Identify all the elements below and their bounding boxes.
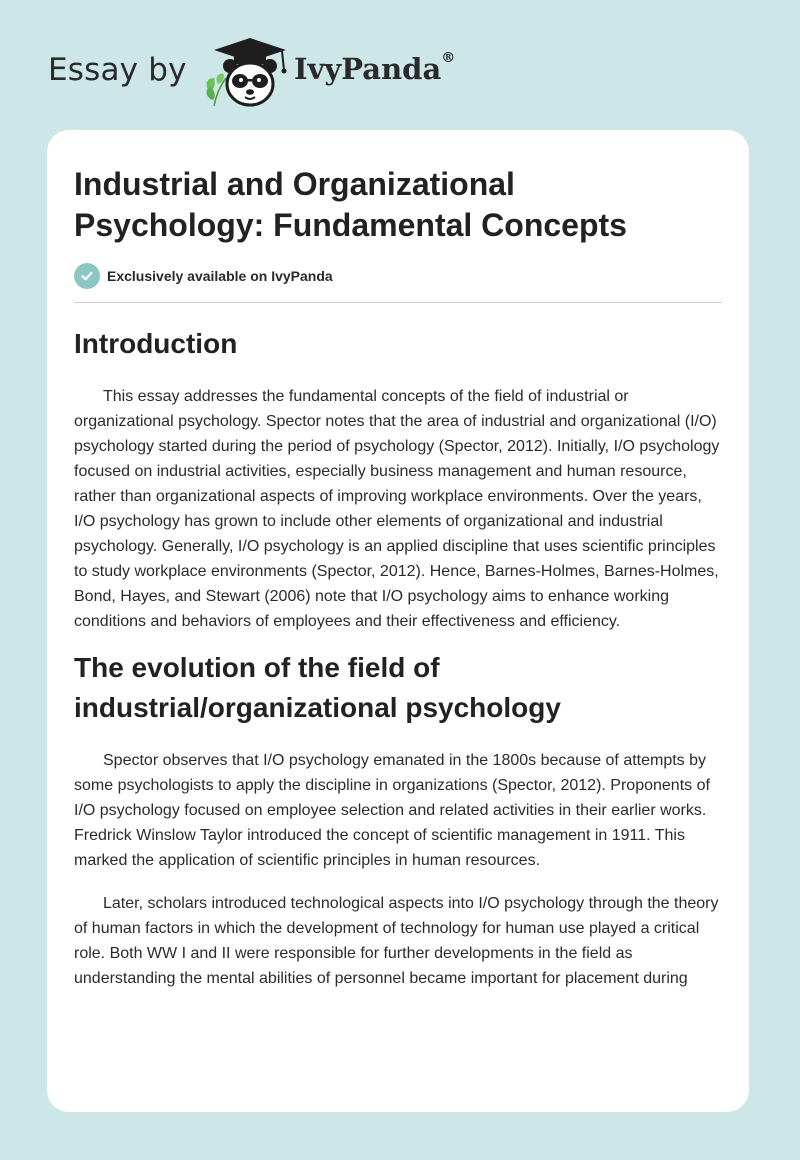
- paragraph: Later, scholars introduced technological aspects into I/O psychology through the theory of human factors in which the development of technology for human use played a critical role. Both WW I and II were responsible for further developments in the field as understanding the mental abilities of personnel became important for placement during: [74, 895, 719, 987]
- ivypanda-brand-name[interactable]: IvyPanda®: [294, 50, 456, 86]
- essay-title: Industrial and Organizational Psychology: Fundamental Concepts: [74, 166, 627, 243]
- site-header: [48, 34, 488, 114]
- paragraph: Spector observes that I/O psychology emanated in the 1800s because of attempts by some psychologists to apply the discipline in organizations (Spector, 2012). Proponents of I/O psychology focused on employee selection and related activities in their earlier works. Fredrick Winslow Taylor introduced the concept of scientific management in 1911. This marked the application of scientific principles in human resources.: [74, 752, 710, 869]
- section-heading-evolution: The evolution of the field of industrial/organizational psychology: [74, 652, 561, 723]
- essay-by-label: Essay by: [48, 52, 187, 88]
- essay-card: [47, 130, 749, 1112]
- panda-logo-icon[interactable]: [200, 34, 292, 110]
- paragraph: This essay addresses the fundamental concepts of the field of industrial or organizational psychology. Spector notes that the area of industrial and organizational (I/O) psychology started during the period of psychology (Spector, 2012). Initially, I/O psychology focused on industrial activities, especially business management and human resource, rather than organizational aspects of improving workplace environments. Over the years, I/O psychology has grown to include other elements of organizational and industrial psychology. Generally, I/O psychology is an applied discipline that uses scientific principles to study workplace environments (Spector, 2012). Hence, Barnes-Holmes, Barnes-Holmes, Bond, Hayes, and Stewart (2006) note that I/O psychology aims to enhance working conditions and behaviors of employees and their effectiveness and efficiency.: [74, 388, 720, 630]
- exclusive-badge-label: Exclusively available on IvyPanda: [107, 268, 333, 284]
- essay-body: [74, 324, 726, 991]
- title-divider: [74, 302, 722, 303]
- section-heading-introduction: Introduction: [74, 328, 238, 359]
- exclusive-badge: [74, 263, 333, 289]
- check-icon: [74, 263, 100, 289]
- registered-mark: ®: [441, 50, 456, 66]
